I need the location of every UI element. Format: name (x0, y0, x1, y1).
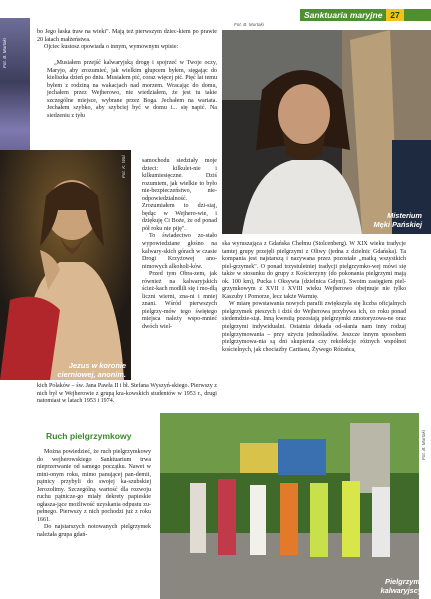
paragraph: W miarę powstawania nowych parafii zwiększyła się liczba oficjalnych pielgrzymek pieszych i dziś do Wejherowa przybywa ich, co roku ponad siedemdzie-siąt. Inną kwestią pozostają pielgrzymki zmotoryzowa-ne oraz pielgrzymi indywidualni. Ostatnia dekada od-słania nam inny rodzaj pielgrzymowania – przy użyciu jednośladów. Jeszcze innym sposobem pielgrzymowa-nia są dni skupienia czy rekolekcje różnych wspólnot kościelnych, jak chociażby Caritasu, Żywego Różańca, (222, 301, 406, 353)
paragraph: samochodu siedziały moje dzieci: kilkulet-nie i kilkumiesięczne. Dziś rozumiem, jak wielkie to było nie-bezpieczeństwo, nie-odpowiedzialność. Zrozumiałem to dzi-siaj, będąc w Wejhero-wie, i dziękuję Ci Boże, że od ponad pół roku nie piję". (142, 158, 217, 232)
pilgrims-caption (330, 578, 422, 595)
paragraph: Ojciec kustosz opowiada o innym, wymownym wpisie: (44, 44, 179, 51)
passion-play-caption (330, 212, 422, 229)
intro-text (37, 29, 217, 52)
passion-play-image (222, 30, 431, 234)
testimony-quote (47, 60, 217, 120)
jesus-icon (0, 150, 131, 380)
paragraph: Do najstarszych notowanych pielgrzymek należała grupa gdań- (37, 524, 151, 539)
caption-line: kalwaryjscy (380, 585, 422, 595)
quote-text: „Musiałem przejść kalwaryjską drogę i spojrzeć w Twoje oczy, Maryjo, aby zrozumieć, jak wielkim głupcem byłem, sięgając do kieliszka dzień po dniu. Musiałem pić, coraz więcej pić. Pięć lat temu byłem z rodziną na wakacjach nad morzem. Wracając do domu, jechałem przez Wejherowo, nie wiedziałem, że jest tu takie szczególne miejsce, wybrane przez Boga. Jechałem na wariata. Jechałem szybko, aby szybciej być w domu i... się napić. Na siedzeniu z tyłu (47, 60, 217, 119)
section2-text (37, 449, 151, 540)
pilgrims-photo (160, 413, 419, 599)
paragraph: ska wyruszająca z Gdańska Chełmu (Stolcenberg). W XIX wieku tradycje tamtej grupy przejęli pielgrzymi z Oliwy (jedna z dzielnic Gdańska). Ta kompania jest najstarszą i nazywana przez pozostałe „matką wszystkich piel-grzymek". O ponad trzystuletniej tradycji pielgrzymko-wej mówi się także w stosunku do grupy z Kościerzyny (do pokonania pielgrzymi mają ok. 100 km), Pucka i Oksywia (dzielnica Gdyni). Swoim zasięgiem piel-grzymkowym z XVII i XVIII wieku Wejherowo obejmuje nie tylko Kaszuby i Pomorze, lecz także Warmię. (222, 241, 406, 300)
page-number: 27 (386, 9, 404, 21)
caption-line: Męki Pańskiej (373, 219, 422, 229)
paragraph: To świadectwo zo-stało wypowiedziane głośno na kalwary-skich górach w czasie Drogi Krzyżowej ano-nimowych alkoholi-ków. (142, 233, 217, 270)
pilgrims-image (160, 413, 419, 599)
credit-top-right: Fot. B. Murtaki (234, 22, 264, 27)
paragraph: Przed tym Obra-zem, jak również na kalwaryjskich ścież-kach modlili się i mo-dlą liczni wierni, zna-ni i mniej znani. Wśród pierwszych pielgrzy-mów tego świętego miejsca należy wspo-mnieć dwóch wiel- (142, 271, 217, 331)
credit-bottom: Fot. B. Murtaki (421, 430, 426, 460)
paragraph: kich Polaków – św. Jana Pawła II i bł. Stefana Wyszyń-skiego. Pierwszy z nich był w Wejherowie z grupą kra-kowskich studentów w 1953 r., drugi natomiast w latach 1953 i 1974. (37, 383, 217, 405)
section-title: Sanktuaria maryjne (304, 10, 383, 20)
passion-play-photo (222, 30, 431, 234)
credit-top-left: Fot. B. Murtaki (2, 38, 7, 68)
jesus-icon-painting (0, 150, 131, 380)
caption-line: Misterium (387, 211, 422, 220)
caption-line: cierniowej, anonim. (57, 369, 126, 379)
section-heading: Ruch pielgrzymkowy (46, 431, 132, 441)
wrap-text (142, 158, 217, 332)
paragraph: Można powiedzieć, że ruch pielgrzymkowy do wejherowskiego Sanktuarium trwa nieprzerwanie od samego początku. Nawet w mini-onym roku, mimo panującej pan-demii, pątnicy przybyli do swojej ka-szubskiej Jerozolimy. Szczególną wartość dla rozwoju ruchu pątnicze-go miały dekrety papieskie ogłasza-jące możliwość uzyskania odpustu zu-pełnego. Pierwszy z nich pochodzi już z roku 1661. (37, 449, 151, 523)
icon-caption (30, 362, 126, 379)
caption-line: Pielgrzymi (385, 577, 422, 586)
caption-line: Jezus w koronie (68, 361, 126, 370)
paragraph: bo Jego łaska traw na wieki". Mają też pierwszym dziec-kiem po prawie 20 latach małżeństwa. (37, 29, 217, 43)
right-column-text (222, 241, 406, 354)
popes-text (37, 383, 217, 406)
credit-icon: Fot. K. Wal (121, 155, 126, 178)
